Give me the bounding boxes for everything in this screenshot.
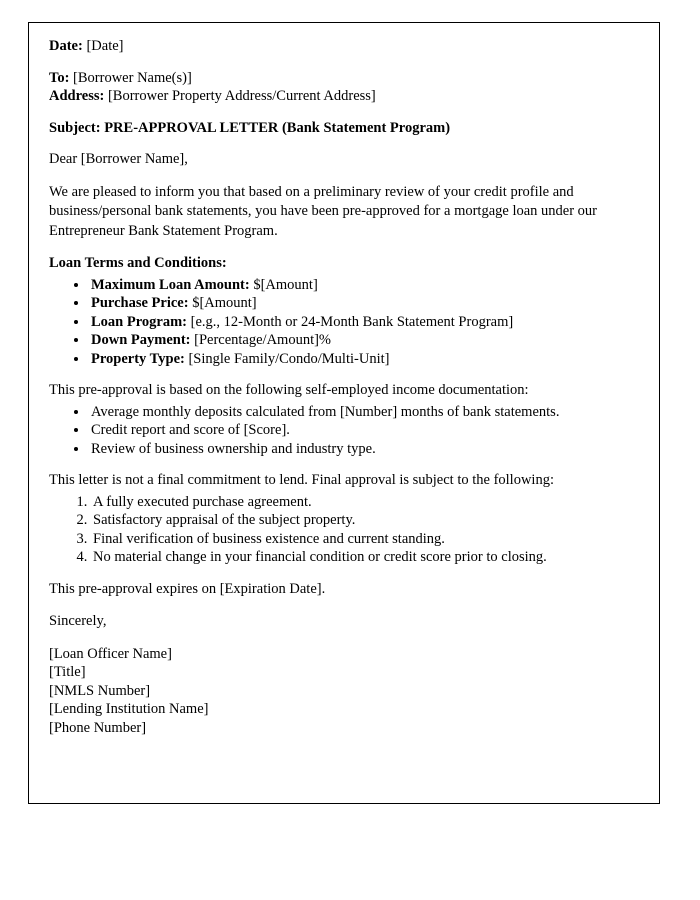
date-value: [Date] — [86, 38, 124, 54]
date-line — [49, 37, 629, 56]
to-line — [49, 69, 629, 88]
expiration-block — [49, 580, 629, 600]
term-label: Property Type: — [91, 350, 185, 367]
address-label: Address: — [49, 88, 105, 104]
intro-paragraph: We are pleased to inform you that based on a preliminary review of your credit profile and business/personal bank statements, you have been pre-approved for a mortgage loan under our Entrepreneur Bank Statement Program. — [49, 183, 598, 239]
term-value: [Single Family/Condo/Multi-Unit] — [184, 350, 390, 367]
address-value: [Borrower Property Address/Current Address] — [107, 88, 376, 104]
condition-item: 2. Satisfactory appraisal of the subject property. — [91, 511, 629, 530]
signature-line: [Title] — [49, 664, 86, 680]
subject-label: Subject: — [49, 119, 101, 136]
documentation-item: • Credit report and score of [Score]. — [89, 421, 629, 440]
condition-item: 4. No material change in your financial condition or credit score prior to closing. — [91, 548, 629, 567]
documentation-block — [49, 381, 629, 458]
terms-block — [49, 254, 629, 368]
date-label: Date: — [49, 38, 83, 54]
subject-line — [49, 119, 629, 138]
term-item — [89, 313, 629, 332]
term-item — [89, 350, 629, 369]
documentation-item: • Average monthly deposits calculated from [Number] months of bank statements. — [89, 403, 629, 422]
conditions-list — [49, 493, 629, 567]
conditions-intro: This letter is not a final commitment to lend. Final approval is subject to the following: — [49, 472, 554, 488]
date-block — [49, 37, 629, 56]
signature-line: [Loan Officer Name] — [49, 645, 172, 662]
term-value: [e.g., 12-Month or 24-Month Bank Statement Program] — [187, 313, 514, 330]
document-page — [28, 22, 660, 804]
subject-block — [49, 119, 629, 138]
signature-line: [NMLS Number] — [49, 682, 151, 699]
documentation-item: • Review of business ownership and industry type. — [89, 440, 629, 459]
term-value: [Percentage/Amount]% — [190, 332, 332, 348]
subject-value: PRE-APPROVAL LETTER (Bank Statement Program) — [104, 119, 451, 136]
term-label: Purchase Price: — [91, 295, 189, 311]
signature-block — [49, 645, 629, 738]
term-label: Down Payment: — [91, 332, 191, 348]
term-label: Maximum Loan Amount: — [91, 276, 250, 293]
signature-line: [Phone Number] — [49, 719, 147, 736]
to-label: To: — [49, 69, 70, 86]
conditions-block — [49, 471, 629, 567]
signature-line: [Lending Institution Name] — [49, 701, 209, 717]
closing-text: Sincerely, — [49, 613, 107, 629]
term-item — [89, 294, 629, 313]
expiration-text: This pre-approval expires on [Expiration Date]. — [49, 580, 326, 597]
intro-block — [49, 183, 629, 242]
term-item — [89, 276, 629, 295]
term-item — [89, 331, 629, 350]
address-line — [49, 87, 629, 106]
salutation-block — [49, 150, 629, 170]
to-value: [Borrower Name(s)] — [73, 69, 192, 86]
closing-block — [49, 612, 629, 632]
term-value: $[Amount] — [249, 276, 318, 293]
documentation-intro: This pre-approval is based on the following self-employed income documentation: — [49, 382, 529, 398]
terms-list — [49, 276, 629, 369]
salutation: Dear [Borrower Name], — [49, 151, 188, 167]
condition-item: 3. Final verification of business existence and current standing. — [91, 530, 629, 549]
term-label: Loan Program: — [91, 313, 187, 330]
document-body — [49, 37, 629, 750]
condition-item: 1. A fully executed purchase agreement. — [91, 493, 629, 512]
terms-heading: Loan Terms and Conditions: — [49, 255, 227, 271]
recipient-block — [49, 69, 629, 106]
term-value: $[Amount] — [188, 295, 257, 311]
documentation-list — [49, 403, 629, 459]
